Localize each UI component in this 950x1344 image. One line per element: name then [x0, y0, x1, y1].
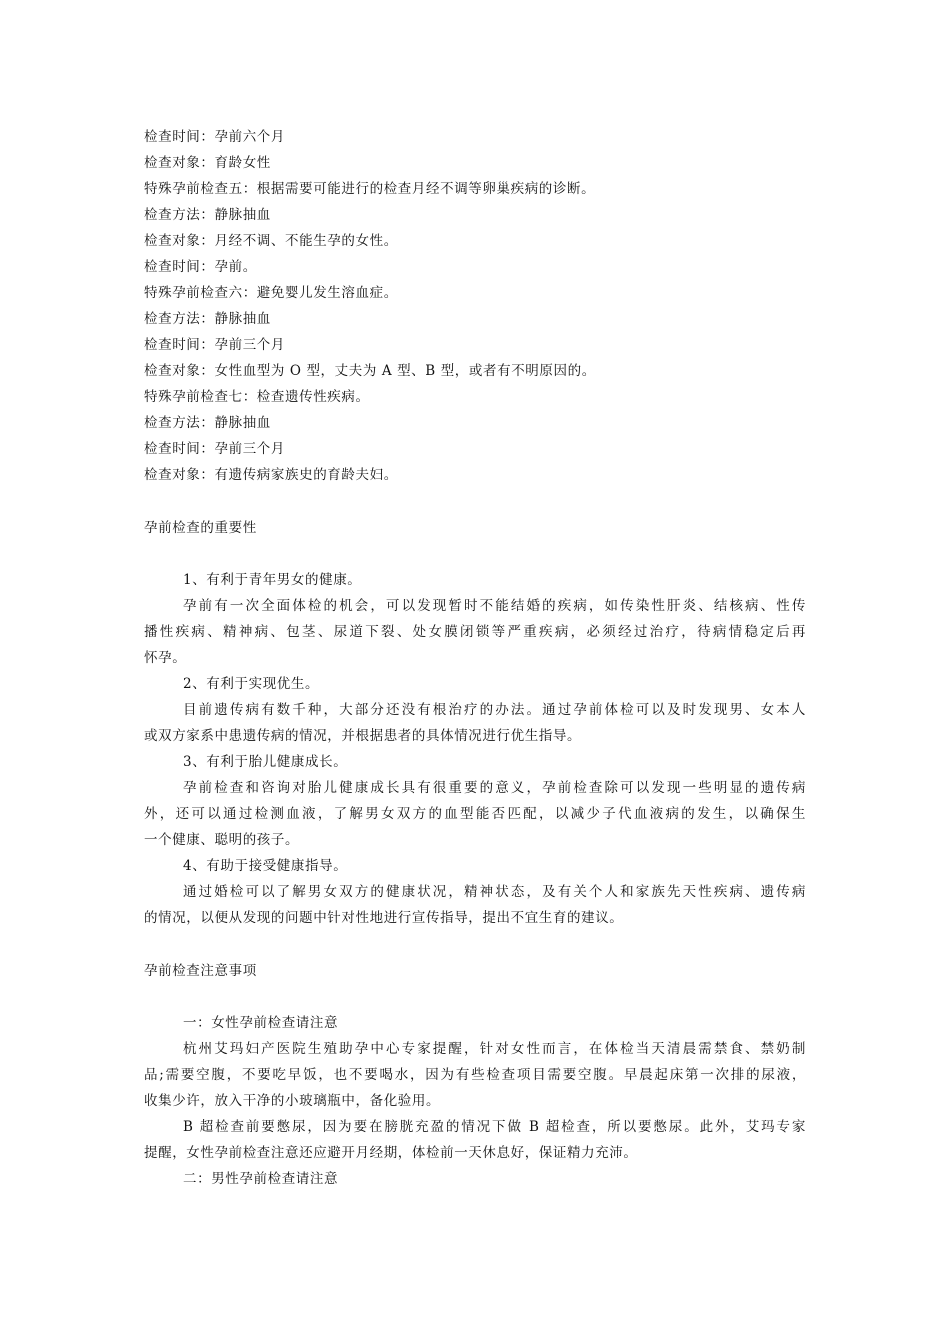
exam-target-line: 检查对象：育龄女性	[144, 155, 271, 171]
exam-method-line: 检查方法：静脉抽血	[144, 415, 271, 431]
paragraph-line: 的情况，以便从发现的问题中针对性地进行宣传指导，提出不宜生育的建议。	[144, 910, 624, 926]
special-exam-six: 特殊孕前检查六：避免婴儿发生溶血症。	[144, 285, 398, 301]
paragraph-line: 杭州艾玛妇产医院生殖助孕中心专家提醒，针对女性而言，在体检当天清晨需禁食、禁奶制	[183, 1041, 806, 1057]
paragraph-line: 品;需要空腹，不要吃早饭，也不要喝水，因为有些检查项目需要空腹。早晨起床第一次排的尿液，	[144, 1067, 806, 1083]
exam-time-line: 检查时间：孕前三个月	[144, 441, 285, 457]
section-heading-importance: 孕前检查的重要性	[144, 520, 257, 536]
subsection-title: 二：男性孕前检查请注意	[183, 1171, 339, 1187]
exam-time-line: 检查时间：孕前。	[144, 259, 257, 275]
paragraph-line: 孕前检查和咨询对胎儿健康成长具有很重要的意义，孕前检查除可以发现一些明显的遗传病	[183, 780, 806, 796]
special-exam-five: 特殊孕前检查五：根据需要可能进行的检查月经不调等卵巢疾病的诊断。	[144, 181, 596, 197]
paragraph-line: 外，还可以通过检测血液，了解男女双方的血型能否匹配，以减少子代血液病的发生，以确保生	[144, 806, 806, 822]
exam-time-line: 检查时间：孕前六个月	[144, 129, 285, 145]
point-title: 3、有利于胎儿健康成长。	[183, 754, 348, 770]
paragraph-line: 孕前有一次全面体检的机会，可以发现暂时不能结婚的疾病，如传染性肝炎、结核病、性传	[183, 598, 806, 614]
paragraph-line: 一个健康、聪明的孩子。	[144, 832, 300, 848]
paragraph-line: 播性疾病、精神病、包茎、尿道下裂、处女膜闭锁等严重疾病，必须经过治疗，待病情稳定后再	[144, 624, 806, 640]
paragraph-line: 通过婚检可以了解男女双方的健康状况，精神状态，及有关个人和家族先天性疾病、遗传病	[183, 884, 806, 900]
subsection-title: 一：女性孕前检查请注意	[183, 1015, 339, 1031]
exam-method-line: 检查方法：静脉抽血	[144, 207, 271, 223]
exam-target-line: 检查对象：有遗传病家族史的育龄夫妇。	[144, 467, 398, 483]
point-title: 1、有利于青年男女的健康。	[183, 572, 362, 588]
exam-target-line: 检查对象：女性血型为 O 型，丈夫为 A 型、B 型，或者有不明原因的。	[144, 363, 596, 379]
paragraph-line: B 超检查前要憋尿，因为要在膀胱充盈的情况下做 B 超检查，所以要憋尿。此外，艾玛专家	[183, 1119, 806, 1135]
special-exam-seven: 特殊孕前检查七：检查遗传性疾病。	[144, 389, 370, 405]
point-title: 4、有助于接受健康指导。	[183, 858, 348, 874]
paragraph-line: 目前遗传病有数千种，大部分还没有根治疗的办法。通过孕前体检可以及时发现男、女本人	[183, 702, 806, 718]
section-heading-notes: 孕前检查注意事项	[144, 963, 257, 979]
exam-method-line: 检查方法：静脉抽血	[144, 311, 271, 327]
paragraph-line: 提醒，女性孕前检查注意还应避开月经期，体检前一天休息好，保证精力充沛。	[144, 1145, 638, 1161]
paragraph-line: 或双方家系中患遗传病的情况，并根据患者的具体情况进行优生指导。	[144, 728, 582, 744]
point-title: 2、有利于实现优生。	[183, 676, 320, 692]
paragraph-line: 收集少许，放入干净的小玻璃瓶中，备化验用。	[144, 1093, 441, 1109]
paragraph-line: 怀孕。	[144, 650, 187, 666]
exam-target-line: 检查对象：月经不调、不能生孕的女性。	[144, 233, 398, 249]
exam-time-line: 检查时间：孕前三个月	[144, 337, 285, 353]
